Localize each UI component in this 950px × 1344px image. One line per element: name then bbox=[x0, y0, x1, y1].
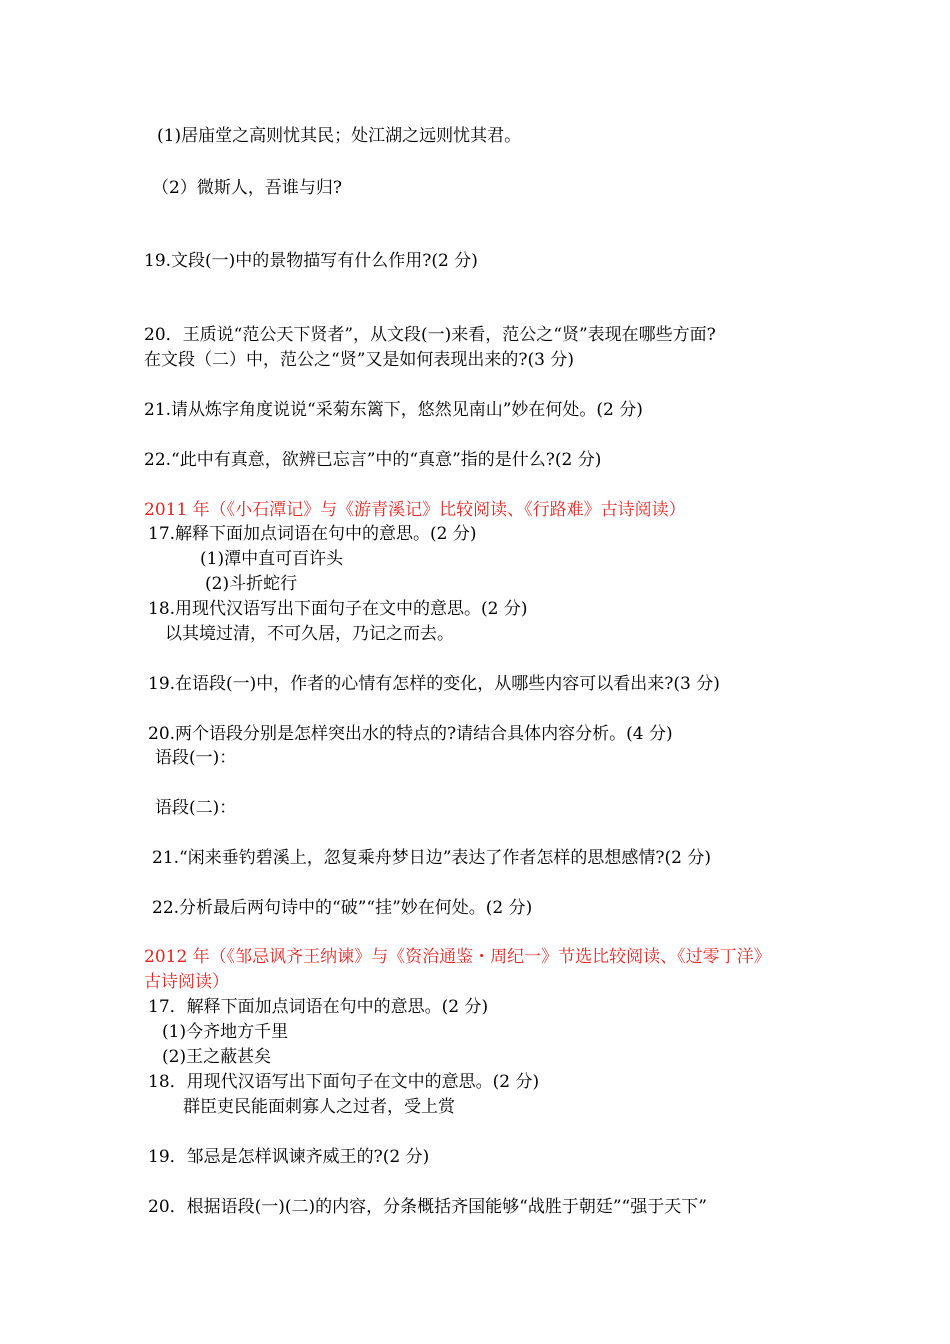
question-2011-20-part-1: 语段(一)： bbox=[155, 748, 237, 768]
question-2012-18-sentence: 群臣吏民能面刺寡人之过者，受上赏 bbox=[183, 1097, 455, 1117]
question-19: 19.文段(一)中的景物描写有什么作用?(2 分) bbox=[144, 251, 478, 271]
question-2011-21: 21.“闲来垂钓碧溪上，忽复乘舟梦日边”表达了作者怎样的思想感情?(2 分) bbox=[152, 848, 712, 868]
question-2012-17: 17．解释下面加点词语在句中的意思。(2 分) bbox=[148, 997, 489, 1017]
question-2011-17-item-1: (1)潭中直可百许头 bbox=[200, 549, 344, 569]
question-2011-17: 17.解释下面加点词语在句中的意思。(2 分) bbox=[148, 524, 477, 544]
question-2012-19: 19．邹忌是怎样讽谏齐威王的?(2 分) bbox=[148, 1147, 430, 1167]
question-21: 21.请从炼字角度说说“采菊东篱下，悠然见南山”妙在何处。(2 分) bbox=[144, 400, 643, 420]
answer-line-1: (1)居庙堂之高则忧其民；处江湖之远则忧其君。 bbox=[157, 126, 522, 146]
question-20-line-2: 在文段（二）中，范公之“贤”又是如何表现出来的?(3 分) bbox=[144, 350, 574, 370]
question-2011-18-sentence: 以其境过清，不可久居，乃记之而去。 bbox=[165, 624, 454, 644]
question-2011-19: 19.在语段(一)中，作者的心情有怎样的变化，从哪些内容可以看出来?(3 分) bbox=[148, 674, 720, 694]
question-2012-20: 20．根据语段(一)(二)的内容，分条概括齐国能够“战胜于朝廷”“强于天下” bbox=[148, 1197, 707, 1217]
question-2011-20: 20.两个语段分别是怎样突出水的特点的?请结合具体内容分析。(4 分) bbox=[148, 724, 673, 744]
question-2011-22: 22.分析最后两句诗中的“破”“挂”妙在何处。(2 分) bbox=[152, 898, 533, 918]
question-2012-17-item-1: (1)今齐地方千里 bbox=[162, 1022, 289, 1042]
question-20-line-1: 20．王质说“范公天下贤者”，从文段(一)来看，范公之“贤”表现在哪些方面? bbox=[144, 325, 716, 345]
section-heading-2012-line-1: 2012 年（《邹忌讽齐王纳谏》与《资治通鉴・周纪一》节选比较阅读、《过零丁洋》 bbox=[144, 947, 771, 967]
answer-line-2: （2）微斯人，吾谁与归? bbox=[152, 178, 342, 198]
question-2012-17-item-2: (2)王之蔽甚矣 bbox=[162, 1047, 272, 1067]
section-heading-2012-line-2: 古诗阅读） bbox=[144, 972, 229, 992]
question-22: 22.“此中有真意，欲辨已忘言”中的“真意”指的是什么?(2 分) bbox=[144, 450, 602, 470]
question-2012-18: 18．用现代汉语写出下面句子在文中的意思。(2 分) bbox=[148, 1072, 540, 1092]
question-2011-18: 18.用现代汉语写出下面句子在文中的意思。(2 分) bbox=[148, 599, 528, 619]
section-heading-2011: 2011 年（《小石潭记》与《游青溪记》比较阅读、《行路难》古诗阅读） bbox=[144, 500, 686, 520]
question-2011-20-part-2: 语段(二)： bbox=[155, 798, 237, 818]
question-2011-17-item-2: (2)斗折蛇行 bbox=[205, 574, 298, 594]
